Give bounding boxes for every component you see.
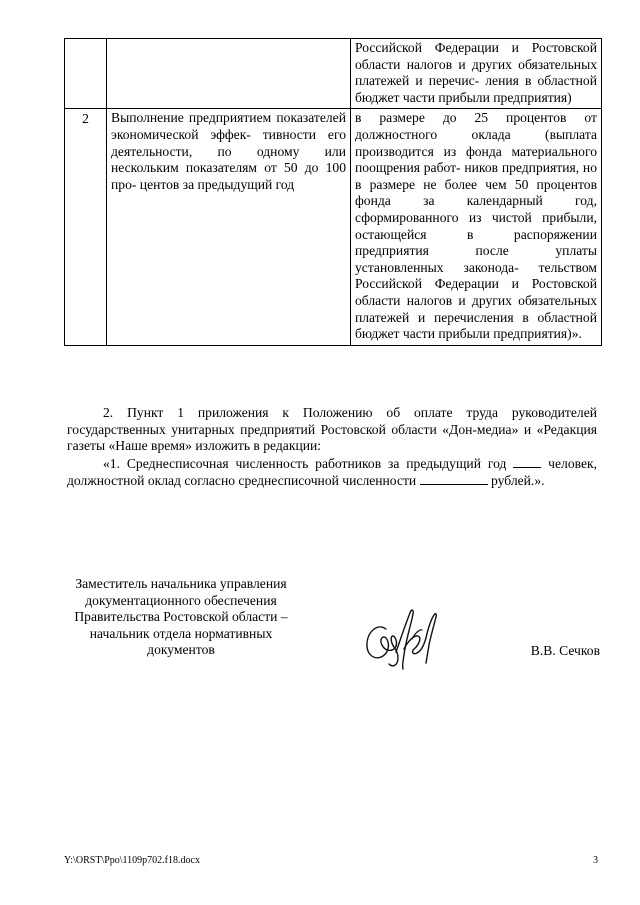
row-number-cell	[65, 39, 107, 109]
table-row	[65, 39, 602, 109]
payment-amount-cell: в размере до 25 процентов от должностного оклада (выплата производится из фонда материального поощрения работ- ников предприятия, но в размере не более чем 50 процентов фонда за календарный год, сформированного из чистой прибыли, остающейся в распоряжении предприятия после уплаты установленных законода- тельством Российской Федерации и Ростовской области налогов и других обязательных платежей и перечисления в областной бюджет части прибыли предприятия)».	[351, 109, 602, 345]
salary-blank	[420, 472, 488, 485]
signatory-position: Заместитель начальника управления документационного обеспечения Правительства Ростовской области – начальник отдела нормативных документов	[74, 576, 288, 658]
paragraph-2: 2. Пункт 1 приложения к Положению об оплате труда руководителей государственных унитарных предприятий Ростовской области «Дон-медиа» и «Редакция газеты «Наше время» изложить в редакции:	[67, 405, 597, 454]
indicator-cell	[107, 39, 351, 109]
item-1-text-c: рублей.».	[491, 473, 545, 489]
footer-file-path: Y:\ORST\Ppo\1109p702.f18.docx	[64, 855, 200, 866]
tariff-table	[64, 38, 602, 346]
indicator-cell: Выполнение предприятием показателей экономической эффек- тивности его деятельности, по одному или нескольким показателям от 50 до 100 про- центов за предыдущий год	[107, 109, 351, 345]
signatory-name: В.В. Сечков	[530, 643, 600, 658]
document-body	[67, 405, 597, 490]
item-1-text-a: «1. Среднесписочная численность работников за предыдущий год	[103, 455, 507, 471]
item-1-text-b: человек, должностной оклад согласно среднесписочной численности	[67, 455, 597, 489]
row-number-cell: 2	[65, 109, 107, 345]
page-number: 3	[593, 855, 598, 866]
payment-amount-cell: Российской Федерации и Ростовской области налогов и других обязательных платежей и перечис- ления в областной бюджет части прибыли предприятия)	[351, 39, 602, 109]
table-row	[65, 109, 602, 345]
item-1-paragraph	[67, 455, 597, 490]
handwritten-signature	[360, 603, 440, 675]
headcount-blank	[513, 455, 541, 468]
